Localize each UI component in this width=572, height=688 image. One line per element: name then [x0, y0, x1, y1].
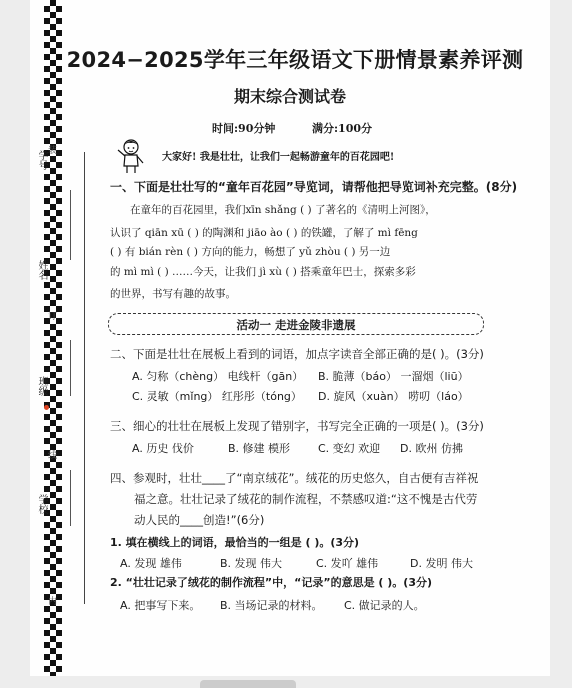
question-3-option: C. 变幻 欢迎: [318, 442, 381, 455]
side-field-line: [70, 190, 71, 260]
question-3-option: B. 修建 模形: [228, 442, 291, 455]
cut-mark: 内: [48, 597, 58, 607]
side-field-school: [32, 490, 62, 560]
red-dot-mark: [44, 405, 49, 410]
question-4-sub1-option: D. 发明 伟大: [410, 557, 473, 570]
side-field-line: [70, 470, 71, 526]
question-1-line: ( ) 有 bián rèn ( ) 方向的能力，畅想了 yǔ zhòu ( ) 另一边: [110, 246, 391, 258]
question-4-sub1-option: A. 发现 雄伟: [120, 557, 182, 570]
score-label: 满分:100分: [312, 122, 373, 135]
side-field-label: 班级: [36, 376, 47, 396]
question-1-line: 的世界，书写有趣的故事。: [110, 288, 236, 300]
question-4-sub1-option: B. 发现 伟大: [220, 557, 283, 570]
side-field-label: 姓名: [36, 260, 47, 280]
greeting-text: 大家好! 我是壮壮，让我们一起畅游童年的百花园吧!: [162, 152, 395, 163]
page-title: 2024−2025学年三年级语文下册情景素养评测: [66, 48, 524, 72]
question-3-option: D. 欧州 仿拂: [400, 442, 463, 455]
checker-binding-strip: [44, 0, 62, 676]
question-4-line: 动人民的____创造!”(6分): [134, 513, 265, 527]
question-2-option: B. 脆薄（báo） 一溜烟（liū）: [318, 370, 469, 383]
side-field-label: 学校: [36, 494, 47, 514]
question-1-title: 一、下面是壮壮写的“童年百花园”导览词，请帮他把导览词补充完整。(8分): [110, 180, 518, 194]
question-1-line: 的 mì mì ( ) ……今天，让我们 jì xù ( ) 搭乘童年巴士，探索多彩: [110, 266, 416, 278]
question-4-sub2-option: C. 做记录的人。: [344, 599, 425, 612]
side-field-class: [32, 370, 62, 420]
question-4-sub2-title: 2. “壮壮记录了绒花的制作流程”中，“记录”的意思是 ( )。(3分): [110, 576, 433, 589]
question-4-line: 福之意。壮壮记录了绒花的制作流程，不禁感叹道:“这不愧是古代劳: [134, 492, 478, 506]
time-label: 时间:90分钟: [212, 122, 276, 135]
cut-mark: 装: [48, 146, 58, 156]
cut-mark: 订: [48, 312, 58, 322]
question-4-sub1-option: C. 发吖 雄伟: [316, 557, 379, 570]
question-2-title: 二、下面是壮壮在展板上看到的词语，加点字读音全部正确的是( )。(3分): [110, 347, 484, 361]
side-field-label: 学号: [36, 150, 47, 170]
activity-banner: [108, 313, 484, 335]
question-1-line: 在童年的百花园里，我们xīn shǎng ( ) 了著名的《清明上河图》，: [130, 204, 436, 216]
question-4-sub1-title: 1. 填在横线上的词语，最恰当的一组是 ( )。(3分): [110, 536, 360, 549]
question-4-line: 四、参观时，壮壮____了“南京绒花”。绒花的历史悠久，自古便有吉祥祝: [110, 471, 479, 485]
binding-line: [84, 152, 85, 604]
activity-banner-text: 活动一 走进金陵非遗展: [236, 318, 356, 332]
side-field-id: [32, 150, 62, 180]
viewer-scroll-handle[interactable]: [200, 680, 296, 688]
question-2-option: A. 匀称（chèng） 电线杆（gān）: [132, 370, 304, 383]
question-3-title: 三、细心的壮壮在展板上发现了错别字，书写完全正确的一项是( )。(3分): [110, 419, 484, 433]
question-2-option: C. 灵敏（mǐng） 红彤彤（tóng）: [132, 390, 302, 403]
question-4-sub2-option: A. 把事写下来。: [120, 599, 201, 612]
mascot-boy-icon: [112, 136, 150, 174]
side-field-line: [70, 340, 71, 396]
question-4-sub2-option: B. 当场记录的材料。: [220, 599, 323, 612]
page-subtitle: 期末综合测试卷: [233, 87, 346, 106]
question-2-option: D. 旋风（xuàn） 唠叨（láo）: [318, 390, 469, 403]
side-field-name: [32, 258, 62, 308]
cut-mark: 线: [48, 451, 58, 461]
question-1-line: 认识了 qiān xū ( ) 的陶渊和 jiāo ào ( ) 的铁罐，了解了 mì fēng: [110, 227, 418, 239]
question-3-option: A. 历史 伐价: [132, 442, 194, 455]
